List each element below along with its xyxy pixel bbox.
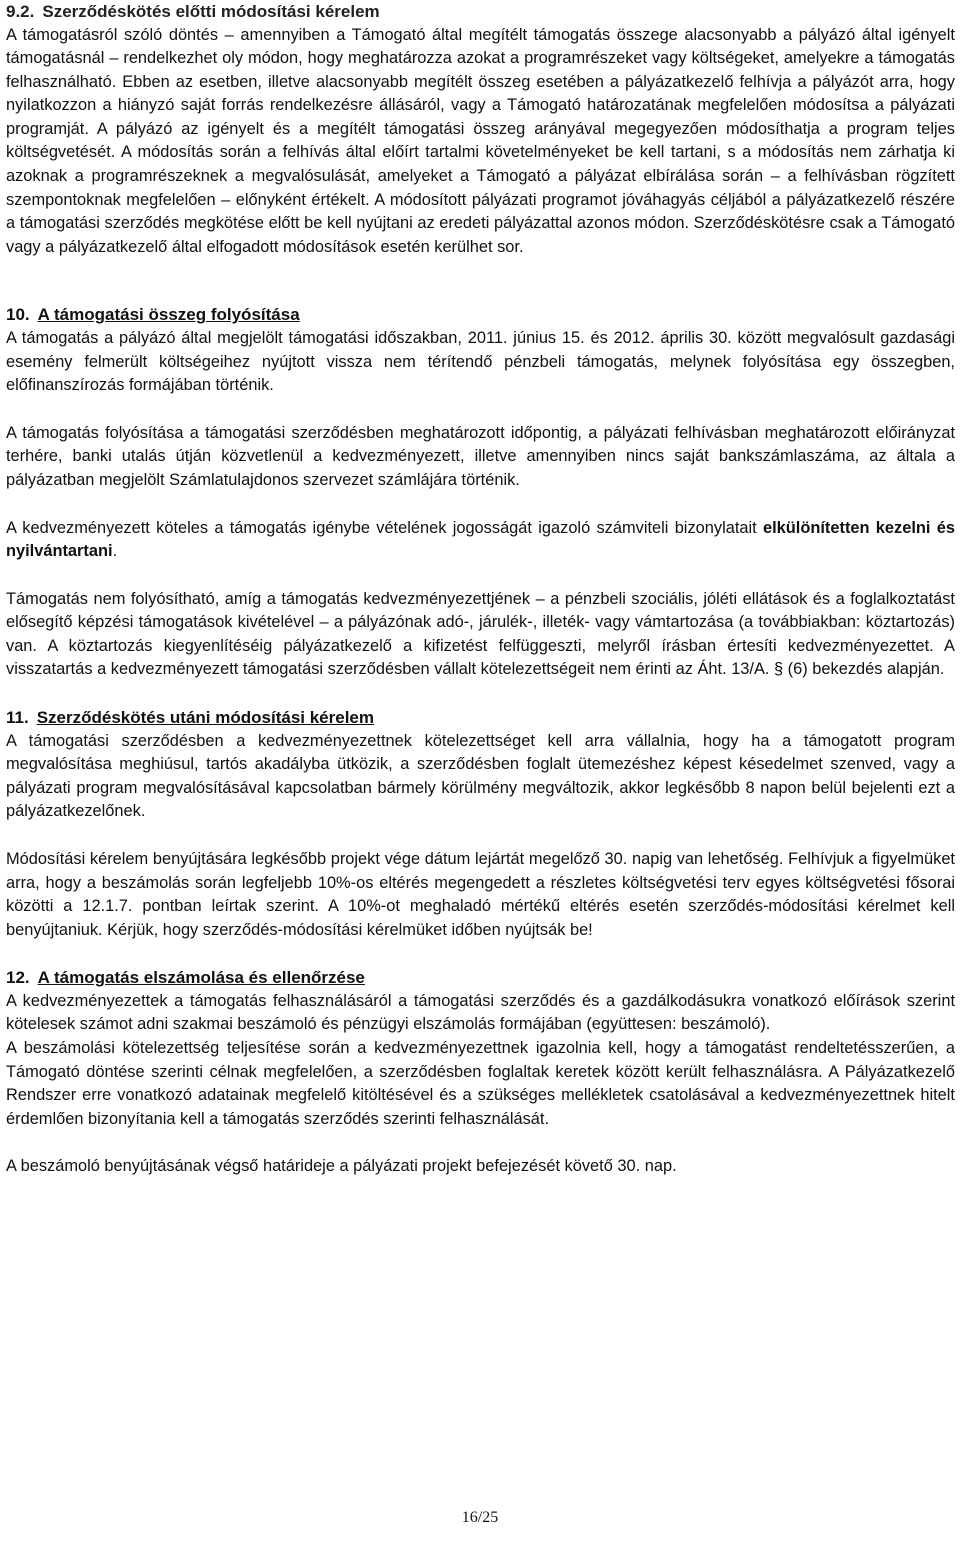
- bold-text: elkülönítetten kezelni és nyilvántartani: [6, 518, 955, 561]
- section-title: Szerződéskötés előtti módosítási kérelem: [42, 2, 380, 21]
- text-run: A kedvezményezett köteles a támogatás igénybe vételének jogosságát igazoló számviteli bizonylatait: [6, 518, 763, 537]
- paragraph: Támogatás nem folyósítható, amíg a támogatás kedvezményezettjének – a pénzbeli szociális, jóléti ellátások és a foglalkoztatást elősegítő képzési támogatások kivételével – a pályázónak adó-, járulék-, illeték- vagy vámtartozása (a továbbiakban: köztartozás) van. A köztartozás kiegyenlítéséig pályázatkezelő a kifizetést felfüggeszti, melyről írásban értesíti kedvezményezettet. A visszatartás a kedvezményezett támogatási szerződésben vállalt kötelezettségeit nem érinti az Áht. 13/A. § (6) bekezdés alapján.: [6, 589, 955, 679]
- section-title: Szerződéskötés utáni módosítási kérelem: [36, 708, 374, 728]
- section-title: A támogatás elszámolása és ellenőrzése: [37, 968, 365, 988]
- paragraph: A támogatás a pályázó által megjelölt támogatási időszakban, 2011. június 15. és 2012. április 30. között megvalósult gazdasági esemény felmerült költségeihez nyújtott vissza nem térítendő pénzbeli támogatás, melynek folyósítása egy összegben, előfinanszírozás formájában történik.: [6, 328, 955, 395]
- paragraph: A beszámoló benyújtásának végső határideje a pályázati projekt befejezését követő 30. nap.: [6, 1157, 677, 1176]
- paragraph: A kedvezményezettek a támogatás felhasználásáról a támogatási szerződés és a gazdálkodásukra vonatkozó előírások szerint kötelesek számot adni szakmai beszámoló és pénzügyi elszámolás formájában (együttesen: beszámoló).: [6, 991, 955, 1034]
- page-number: 16/25: [461, 1509, 499, 1526]
- paragraph: A beszámolási kötelezettség teljesítése során a kedvezményezettnek igazolnia kell, hogy a támogatást rendeltetésszerűen, a Támogató döntése szerinti célnak megfelelően, a szerződésben foglaltak keretek között került felhasználásra. A Pályázatkezelő Rendszer erre vonatkozó adatainak megfelelő kitöltésével és a szükséges mellékletek csatolásával a kedvezményezettnek hitelt érdemlően bizonyítania kell a támogatás szerződés szerinti felhasználását.: [6, 1039, 955, 1128]
- section-9-2-heading: [6, 0, 955, 24]
- paragraph: A támogatásról szóló döntés – amennyiben a Támogató által megítélt támogatás összege alacsonyabb a pályázó által igényelt támogatásnál – rendelkezhet oly módon, hogy meghatározza azokat a programrészeket vagy költségeket, amelyekre a támogatás felhasználható. Ebben az esetben, illetve alacsonyabb megítélt összeg esetében a pályázatkezelő felhívja a pályázót arra, hogy nyilatkozzon a hiányzó saját forrás rendelkezésre állásáról, vagy a Támogató határozatának megfelelően módosítsa a pályázati programját. A pályázó az igényelt és a megítélt támogatási összeg arányával megegyezően módosíthatja a program teljes költségvetését. A módosítás során a felhívás által előírt tartalmi követelményeket be kell tartani, s a módosítás nem zárhatja ki azoknak a programrészeknek a megvalósulását, amelyeket a Támogató a pályázat elbírálása során – a felhívásban rögzített szempontoknak megfelelően – előnyként értékelt. A módosított pályázati programot jóváhagyás céljából a pályázatkezelő részére a támogatási szerződés megkötése előtt be kell nyújtani az eredeti pályázattal azonos módon. Szerződéskötésre csak a Támogató vagy a pályázatkezelő által elfogadott módosítások esetén kerülhet sor.: [6, 25, 955, 256]
- section-number: 11.: [6, 708, 29, 728]
- section-12-heading: [6, 966, 955, 990]
- text-run: .: [112, 542, 118, 561]
- section-10-heading: [6, 303, 955, 327]
- paragraph: Módosítási kérelem benyújtására legkésőbb projekt vége dátum lejártát megelőző 30. napig van lehetőség. Felhívjuk a figyelmüket arra, hogy a beszámolás során legfeljebb 10%-os eltérés megengedett a részletes költségvetési terv egyes költségvetési fősorai közötti a 12.1.7. pontban leírtak szerint. A 10%-ot meghaladó mértékű eltérés esetén szerződés-módosítási kérelmet kell benyújtaniuk. Kérjük, hogy szerződés-módosítási kérelmüket időben nyújtsák be!: [6, 849, 955, 939]
- section-number: 10.: [6, 305, 30, 325]
- section-number: 9.2.: [6, 2, 35, 21]
- paragraph: [6, 517, 955, 564]
- paragraph: A támogatási szerződésben a kedvezményezettnek kötelezettséget kell arra vállalnia, hogy ha a támogatott program megvalósítása meghiúsul, tartós akadályba ütközik, a szerződésben foglalt ütemezéshez képest késedelmet szenved, vagy a pályázati program megvalósításával kapcsolatban bármely körülmény megváltozik, akkor legkésőbb 8 napon belül bejelenti ezt a pályázatkezelőnek.: [6, 731, 955, 821]
- document-page: [6, 0, 955, 1179]
- section-number: 12.: [6, 968, 30, 988]
- section-title: A támogatási összeg folyósítása: [37, 305, 300, 325]
- section-11-heading: [6, 706, 955, 730]
- paragraph: A támogatás folyósítása a támogatási szerződésben meghatározott időpontig, a pályázati felhívásban meghatározott előirányzat terhére, banki utalás útján közvetlenül a kedvezményezett, illetve amennyiben nincs saját bankszámlaszáma, az általa a pályázatban megjelölt Számlatulajdonos szervezet számlájára történik.: [6, 423, 955, 489]
